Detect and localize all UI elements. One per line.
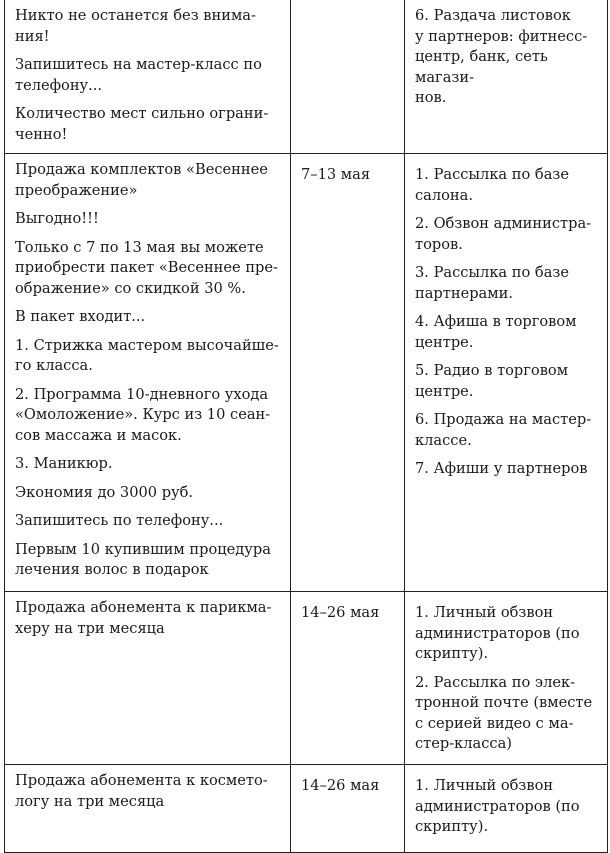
table-row (5, 154, 608, 592)
paragraph: Первым 10 купившим процедура лечения волос в подарок (15, 540, 271, 578)
cell-dates (291, 0, 405, 154)
paragraph: Никто не останется без внима- ния! (15, 7, 256, 45)
channel-item: 5. Радио в торговом центре. (415, 362, 569, 400)
table-row (5, 592, 608, 765)
paragraph: Только с 7 по 13 мая вы можете приобрести пакет «Весеннее пре- ображение» со скидкой 30 %. (15, 238, 278, 297)
paragraph: 1. Стрижка мастером высочайше- го класса. (15, 336, 279, 374)
paragraph: Продажа абонемента к парикма- херу на три месяца (15, 599, 272, 637)
paragraph: Выгодно!!! (15, 210, 99, 227)
channel-item: 6. Продажа на мастер- классе. (415, 411, 592, 449)
cell-content (5, 765, 291, 853)
channel-item: 1. Личный обзвон администраторов (по скрипту). (415, 777, 580, 835)
paragraph: Продажа абонемента к космето- логу на три месяца (15, 772, 268, 810)
channel-item: 2. Рассылка по элек- тронной почте (вместе с серией видео с ма- стер-класса) (415, 673, 593, 752)
cell-channels (405, 154, 608, 592)
cell-dates (291, 765, 405, 853)
cell-content (5, 592, 291, 765)
channel-item: 1. Личный обзвон администраторов (по скрипту). (415, 604, 580, 662)
channel-item: 1. Рассылка по базе салона. (415, 166, 570, 204)
cell-content (5, 0, 291, 154)
channel-item: 6. Раздача листовок у партнеров: фитнесс- центр, банк, сеть магази- нов. (415, 7, 588, 106)
channel-item: 3. Рассылка по базе партнерами. (415, 264, 570, 302)
paragraph: В пакет входит... (15, 308, 146, 325)
channel-item: 2. Обзвон администра- торов. (415, 215, 592, 253)
channel-item: 4. Афиша в торговом центре. (415, 313, 577, 351)
paragraph: Продажа комплектов «Весеннее преображение» (15, 161, 268, 199)
paragraph: Экономия до 3000 руб. (15, 483, 194, 501)
cell-channels (405, 765, 608, 853)
table-row (5, 0, 608, 154)
date-range: 14–26 мая (301, 777, 380, 794)
paragraph: 2. Программа 10-дневного ухода «Омоложение». Курс из 10 сеан- сов массажа и масок. (15, 385, 271, 444)
cell-dates (291, 154, 405, 592)
paragraph: Запишитесь по телефону... (15, 512, 224, 529)
paragraph: Количество мест сильно ограни- ченно! (15, 105, 269, 143)
channel-item: 7. Афиши у партнеров (415, 460, 588, 477)
table-row (5, 765, 608, 853)
cell-dates (291, 592, 405, 765)
cell-channels (405, 0, 608, 154)
paragraph: 3. Маникюр. (15, 455, 113, 472)
paragraph: Запишитесь на мастер-класс по телефону... (15, 56, 262, 94)
date-range: 14–26 мая (301, 604, 380, 621)
cell-content (5, 154, 291, 592)
plan-table-body (5, 0, 608, 853)
plan-table (4, 0, 608, 853)
cell-channels (405, 592, 608, 765)
date-range: 7–13 мая (301, 166, 371, 183)
